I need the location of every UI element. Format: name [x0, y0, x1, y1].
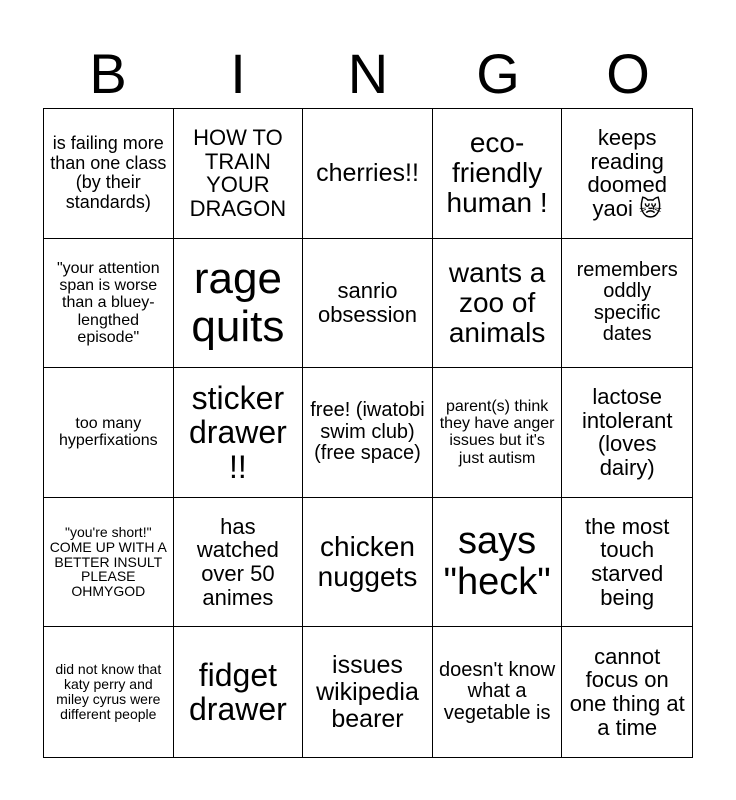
bingo-cell[interactable]: issues wikipedia bearer: [303, 627, 433, 757]
bingo-cell[interactable]: rage quits: [174, 239, 304, 369]
bingo-cell[interactable]: HOW TO TRAIN YOUR DRAGON: [174, 109, 304, 239]
bingo-cell[interactable]: "you're short!" COME UP WITH A BETTER INSULT PLEASE OHMYGOD: [44, 498, 174, 628]
bingo-cell[interactable]: cherries!!: [303, 109, 433, 239]
bingo-cell[interactable]: doesn't know what a vegetable is: [433, 627, 563, 757]
bingo-cell[interactable]: parent(s) think they have anger issues but it's just autism: [433, 368, 563, 498]
header-letter-n: N: [347, 42, 389, 105]
bingo-cell[interactable]: says "heck": [433, 498, 563, 628]
bingo-cell free-space[interactable]: free! (iwatobi swim club) (free space): [303, 368, 433, 498]
bingo-cell[interactable]: too many hyperfixations: [44, 368, 174, 498]
header-letter-b: B: [89, 42, 127, 105]
bingo-cell[interactable]: fidget drawer: [174, 627, 304, 757]
bingo-cell[interactable]: sticker drawer !!: [174, 368, 304, 498]
bingo-cell[interactable]: cannot focus on one thing at a time: [569, 643, 685, 740]
bingo-board: [43, 108, 693, 758]
header-letter-i: I: [230, 42, 246, 105]
header-letter-o: O: [606, 42, 650, 105]
bingo-header: [43, 40, 693, 108]
bingo-cell[interactable]: chicken nuggets: [303, 498, 433, 628]
bingo-cell[interactable]: is failing more than one class (by their standards): [44, 109, 174, 239]
bingo-cell[interactable]: eco-friendly human !: [433, 109, 563, 239]
bingo-cell[interactable]: did not know that katy perry and miley cyrus were different people: [44, 627, 174, 757]
bingo-cell[interactable]: wants a zoo of animals: [433, 239, 563, 369]
bingo-cell[interactable]: lactose intolerant (loves dairy): [562, 368, 692, 498]
header-letter-g: G: [476, 42, 520, 105]
bingo-cell[interactable]: "your attention span is worse than a bluey-lengthed episode": [44, 239, 174, 369]
bingo-cell[interactable]: remembers oddly specific dates: [562, 239, 692, 369]
bingo-cell[interactable]: the most touch starved being: [562, 498, 692, 628]
bingo-cell[interactable]: keeps reading doomed yaoi 😿: [562, 109, 692, 239]
bingo-cell[interactable]: sanrio obsession: [303, 239, 433, 369]
bingo-cell[interactable]: has watched over 50 animes: [174, 498, 304, 628]
